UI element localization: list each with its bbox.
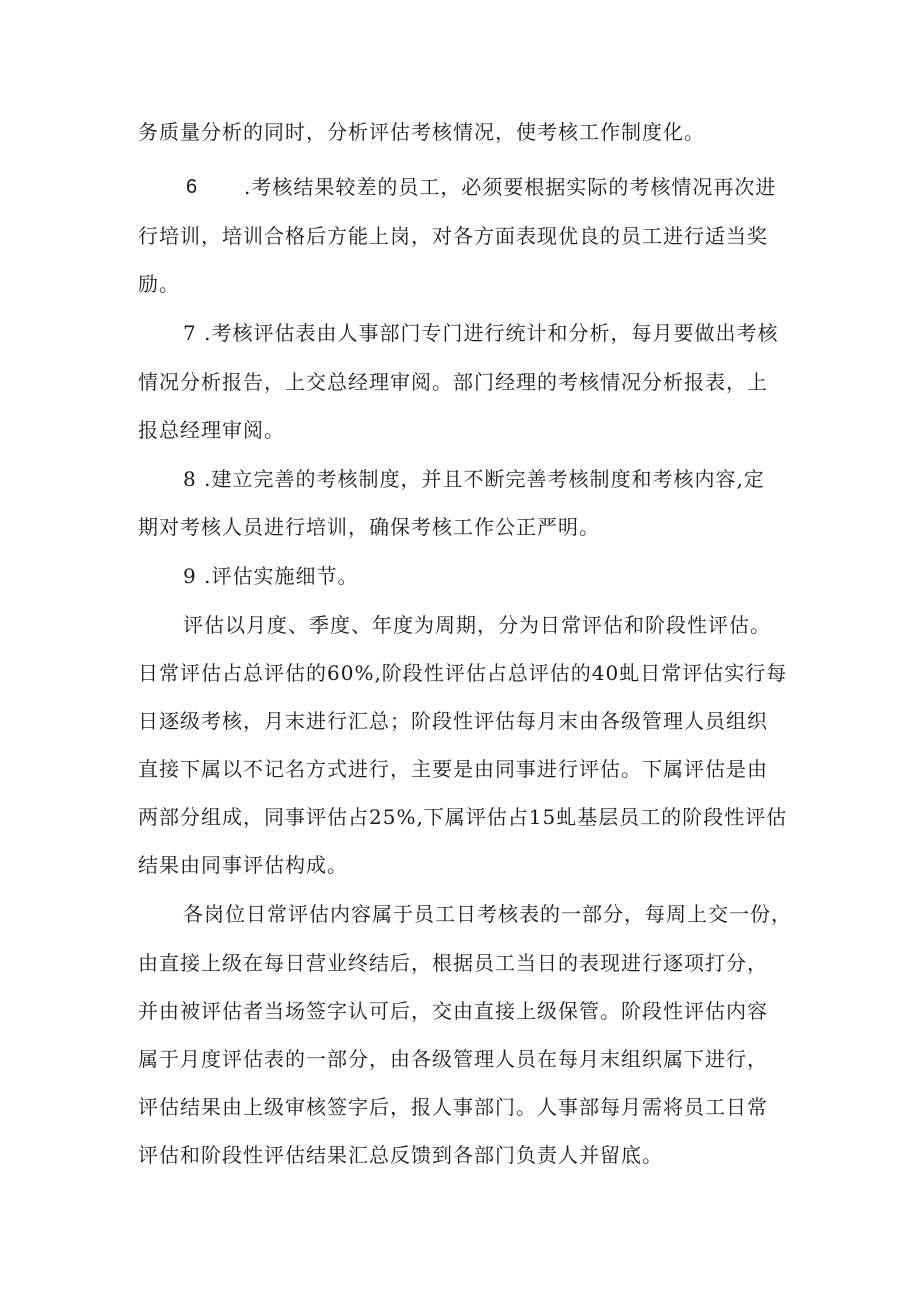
text-line: 行培训，培训合格后方能上岗，对各方面表现优良的员工进行适当奖 <box>138 224 768 248</box>
text-line: 励。 <box>138 272 180 296</box>
text-line: 并由被评估者当场签字认可后，交由直接上级保管。阶段性评估内容 <box>138 999 768 1023</box>
text-line: 务质量分析的同时，分析评估考核情况，使考核工作制度化。 <box>138 120 705 144</box>
text-line: 由直接上级在每日营业终结后，根据员工当日的表现进行逐项打分， <box>138 951 768 975</box>
text-line: 直接下属以不记名方式进行，主要是由同事进行评估。下属评估是由 <box>138 757 768 781</box>
text-line: 属于月度评估表的一部分，由各级管理人员在每月末组织属下进行， <box>138 1047 768 1071</box>
text-line: 评估以月度、季度、年度为周期，分为日常评估和阶段性评估。 <box>183 613 771 637</box>
text-line: 7 .考核评估表由人事部门专门进行统计和分析，每月要做出考核 <box>183 321 779 345</box>
text-line: 日逐级考核，月末进行汇总；阶段性评估每月末由各级管理人员组织 <box>138 709 768 733</box>
text-line: 评估和阶段性评估结果汇总反馈到各部门负责人并留底。 <box>138 1143 663 1167</box>
text-line: 两部分组成，同事评估占25%,下属评估占15虬基层员工的阶段性评估 <box>138 805 788 829</box>
text-line: 各岗位日常评估内容属于员工日考核表的一部分，每周上交一份， <box>183 902 792 926</box>
text-line: 期对考核人员进行培训，确保考核工作公正严明。 <box>138 515 600 539</box>
text-line: 日常评估占总评估的60%,阶段性评估占总评估的40虬日常评估实行每 <box>138 661 788 685</box>
text-line: 报总经理审阅。 <box>138 418 285 442</box>
item-number: 6 <box>186 176 199 198</box>
text-line: 结果由同事评估构成。 <box>138 853 348 877</box>
text-line: .考核结果较差的员工，必须要根据实际的考核情况再次进 <box>244 175 777 199</box>
text-line: 评估结果由上级审核签字后，报人事部门。人事部每月需将员工日常 <box>138 1095 768 1119</box>
text-line: 情况分析报告，上交总经理审阅。部门经理的考核情况分析报表，上 <box>138 370 768 394</box>
text-line: 8 .建立完善的考核制度，并且不断完善考核制度和考核内容,定 <box>183 467 765 491</box>
text-line: 9 .评估实施细节。 <box>183 564 359 588</box>
